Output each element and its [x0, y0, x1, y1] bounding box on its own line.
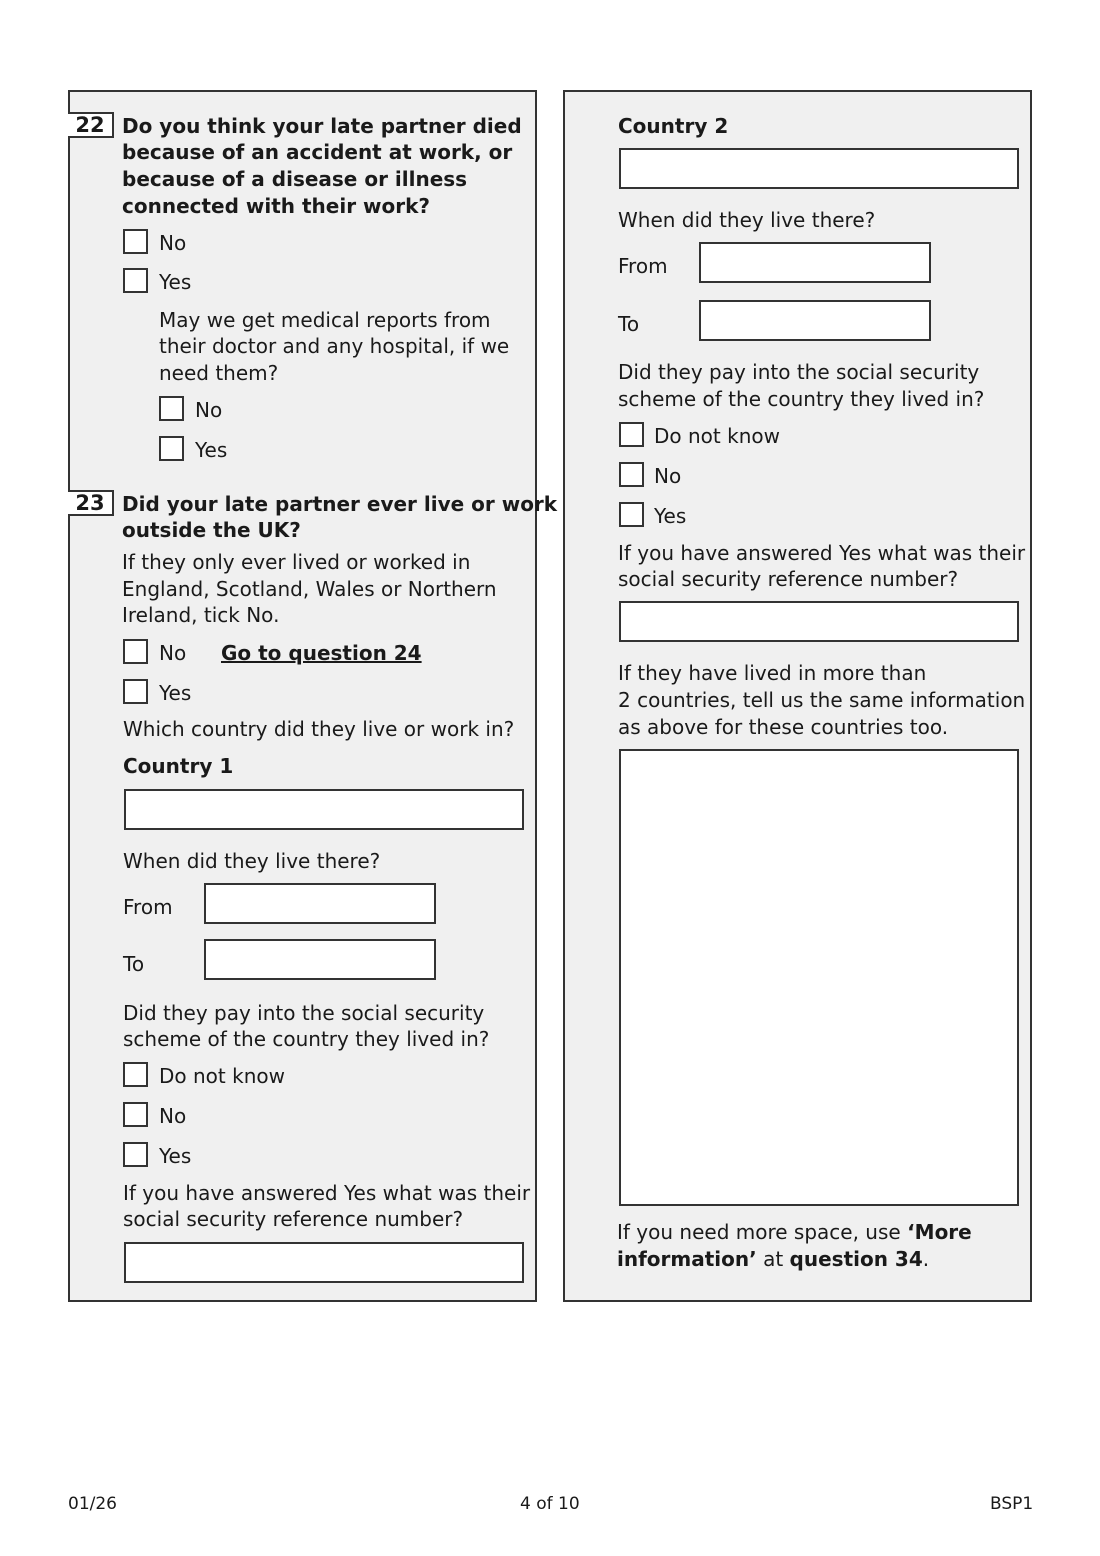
country1-pay-question-line2: scheme of the country they lived in?	[123, 1027, 490, 1051]
question-22-text-line2: because of an accident at work, or	[122, 140, 513, 164]
question-22-text-line1: Do you think your late partner died	[122, 114, 522, 138]
more-space-note-line2	[617, 1246, 929, 1272]
q22-sub-question-line1: May we get medical reports from	[159, 308, 491, 332]
footer-form-code: BSP1	[990, 1494, 1034, 1514]
country2-from-input[interactable]	[699, 242, 931, 283]
q22-sub-question-line3: need them?	[159, 361, 279, 385]
country2-when-label: When did they live there?	[618, 208, 876, 232]
country1-yes-checkbox[interactable]	[123, 1142, 148, 1167]
country1-from-input[interactable]	[204, 883, 436, 924]
footer-page-number: 4 of 10	[520, 1494, 580, 1514]
country1-no-checkbox[interactable]	[123, 1102, 148, 1127]
country1-from-label: From	[123, 895, 173, 919]
question-23-text-line1: Did your late partner ever live or work	[122, 492, 558, 516]
q22-no-label: No	[159, 231, 187, 255]
q23-hint-line3: Ireland, tick No.	[122, 603, 280, 627]
country2-yes-label: Yes	[654, 504, 687, 528]
country1-no-label: No	[159, 1104, 187, 1128]
country1-dont-know-label: Do not know	[159, 1064, 285, 1088]
question-23-text-line2: outside the UK?	[122, 518, 301, 542]
more-space-bold3: question 34	[789, 1247, 923, 1271]
country2-pay-question-line1: Did they pay into the social security	[618, 360, 980, 384]
country2-input[interactable]	[619, 148, 1019, 189]
country2-dont-know-checkbox[interactable]	[619, 422, 644, 447]
country2-from-label: From	[618, 254, 668, 278]
more-space-bold1: ‘More	[907, 1220, 972, 1244]
q23-no-label: No	[159, 641, 187, 665]
country2-yes-checkbox[interactable]	[619, 502, 644, 527]
more-countries-line2: 2 countries, tell us the same information	[618, 688, 1026, 712]
country2-ref-question-line2: social security reference number?	[618, 567, 959, 591]
q22-sub-yes-label: Yes	[195, 438, 228, 462]
more-space-bold2: information’	[617, 1247, 757, 1271]
q23-yes-label: Yes	[159, 681, 192, 705]
country1-pay-question-line1: Did they pay into the social security	[123, 1001, 485, 1025]
q22-yes-label: Yes	[159, 270, 192, 294]
q23-hint-line1: If they only ever lived or worked in	[122, 550, 471, 574]
q22-sub-no-label: No	[195, 398, 223, 422]
more-countries-textarea[interactable]	[619, 749, 1019, 1206]
country2-dont-know-label: Do not know	[654, 424, 780, 448]
country2-ref-question-line1: If you have answered Yes what was their	[618, 541, 1026, 565]
more-space-prefix: If you need more space, use	[617, 1220, 908, 1244]
left-panel	[68, 90, 558, 1302]
more-space-mid: at	[756, 1247, 790, 1271]
country2-no-checkbox[interactable]	[619, 462, 644, 487]
q23-no-checkbox[interactable]	[123, 639, 148, 664]
question-22-number: 22	[68, 112, 114, 138]
q22-sub-no-checkbox[interactable]	[159, 396, 184, 421]
country1-input[interactable]	[124, 789, 524, 830]
country2-no-label: No	[654, 464, 682, 488]
q22-yes-checkbox[interactable]	[123, 268, 148, 293]
country2-label: Country 2	[618, 114, 729, 138]
country2-reference-input[interactable]	[619, 601, 1019, 642]
question-22-text-line3: because of a disease or illness	[122, 167, 468, 191]
more-countries-line3: as above for these countries too.	[618, 715, 949, 739]
footer-date: 01/26	[68, 1494, 117, 1514]
q23-yes-checkbox[interactable]	[123, 679, 148, 704]
country2-pay-question-line2: scheme of the country they lived in?	[618, 387, 985, 411]
country1-when-label: When did they live there?	[123, 849, 381, 873]
country1-label: Country 1	[123, 754, 234, 778]
q22-sub-question-line2: their doctor and any hospital, if we	[159, 334, 510, 358]
country1-to-label: To	[123, 952, 145, 976]
go-to-question-24-link[interactable]: Go to question 24	[221, 641, 422, 665]
country1-ref-question-line2: social security reference number?	[123, 1207, 464, 1231]
country1-ref-question-line1: If you have answered Yes what was their	[123, 1181, 531, 1205]
which-country-label: Which country did they live or work in?	[123, 717, 515, 741]
country2-to-label: To	[618, 312, 640, 336]
more-space-suffix: .	[922, 1247, 930, 1271]
q22-no-checkbox[interactable]	[123, 229, 148, 254]
country1-yes-label: Yes	[159, 1144, 192, 1168]
q22-sub-yes-checkbox[interactable]	[159, 436, 184, 461]
country1-to-input[interactable]	[204, 939, 436, 980]
question-22-text-line4: connected with their work?	[122, 194, 431, 218]
more-countries-line1: If they have lived in more than	[618, 661, 927, 685]
question-23-number: 23	[68, 490, 114, 516]
country1-reference-input[interactable]	[124, 1242, 524, 1283]
more-space-note-line1	[617, 1219, 972, 1245]
right-panel	[563, 90, 1032, 1302]
country2-to-input[interactable]	[699, 300, 931, 341]
country1-dont-know-checkbox[interactable]	[123, 1062, 148, 1087]
q23-hint-line2: England, Scotland, Wales or Northern	[122, 577, 497, 601]
